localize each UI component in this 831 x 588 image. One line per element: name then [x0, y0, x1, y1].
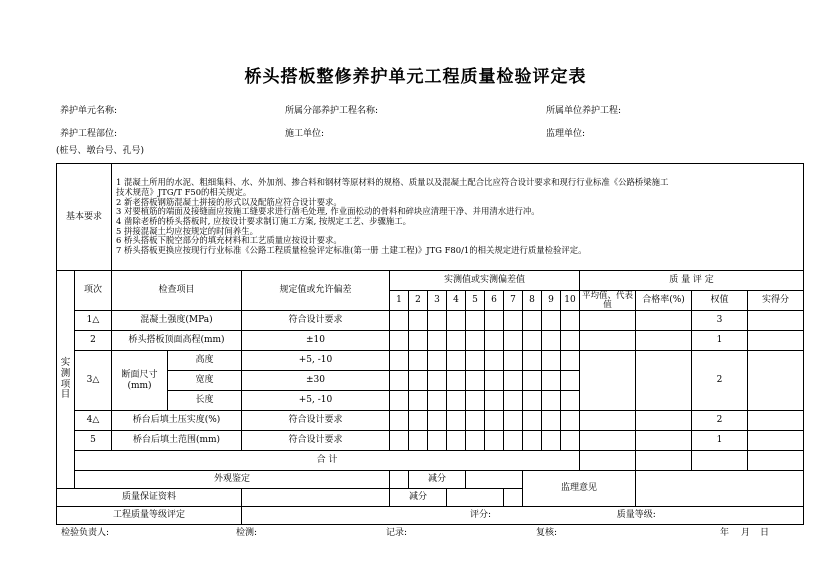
quality-docs-deduct-label: 减分	[390, 489, 447, 507]
col-check-item: 检查项目	[112, 271, 242, 311]
col-pass-rate: 合格率(%)	[636, 291, 692, 311]
row-weight: 1	[692, 331, 748, 351]
total-label: 合 计	[75, 451, 580, 471]
req-line: 5 拼接混凝土均应按规定的时间养生。	[116, 225, 258, 236]
page-title: 桥头搭板整修养护单元工程质量检验评定表	[244, 67, 587, 87]
row-spec: ±30	[242, 371, 390, 391]
req-line: 3 对要植筋的端面及接缝面应按施工缝要求进行凿毛处理, 作业面松动的骨料和碎块应清理干净、并用清水进行冲。	[116, 206, 540, 217]
table-row	[57, 431, 804, 451]
row-sub-item: 宽度	[168, 371, 242, 391]
table-row	[57, 411, 804, 431]
sub-project-label: 所属分部养护工程名称:	[285, 106, 379, 116]
req-line: 2 新老搭板钢筋混凝土拼接的形式以及配筋应符合设计要求。	[116, 196, 342, 207]
row-spec: +5, -10	[242, 391, 390, 411]
row-item: 桥台后填土压实度(%)	[112, 411, 242, 431]
col-quality-group: 质 量 评 定	[580, 271, 804, 291]
row-spec: ±10	[242, 331, 390, 351]
measure-col-6: 6	[485, 291, 504, 311]
quality-docs-value	[242, 489, 390, 507]
measured-items-label: 实 测 项 目	[57, 271, 75, 489]
recorder-label: 记录:	[386, 528, 408, 538]
supervision-opinion-label: 监理意见	[523, 471, 636, 507]
appearance-deduct-label: 减分	[409, 471, 466, 489]
location-label: 养护工程部位:	[60, 129, 118, 139]
quality-docs-deduct-value	[447, 489, 504, 507]
row-spec: 符合设计要求	[242, 431, 390, 451]
table-row	[57, 351, 804, 371]
date-year: 年	[720, 528, 730, 538]
row-weight: 2	[692, 351, 748, 411]
level-label: 质量等级:	[616, 510, 656, 521]
req-line: 技术规范》JTG/T F50的相关规定。	[116, 187, 252, 198]
row-no: 3△	[75, 351, 112, 411]
measure-col-3: 3	[428, 291, 447, 311]
appearance-label: 外观鉴定	[75, 471, 390, 489]
table-row	[57, 331, 804, 351]
col-score: 实得分	[748, 291, 804, 311]
req-line: 6 桥头搭板下脱空部分的填充材料和工艺质量应按设计要求。	[116, 235, 342, 246]
unit-name-label: 养护单元名称:	[60, 106, 118, 116]
req-line: 1 混凝土所用的水泥、粗细集料、水、外加剂、掺合料和钢材等原材料的规格、质量以及混凝土配合比应符合设计要求和现行行业标准《公路桥梁施工	[116, 177, 669, 188]
basic-req-text	[112, 164, 804, 271]
measure-col-10: 10	[561, 291, 580, 311]
row-spec: +5, -10	[242, 351, 390, 371]
row-weight: 2	[692, 411, 748, 431]
col-avg: 平均值、代表值	[580, 291, 636, 311]
req-line: 4 凿除老桥的桥头搭板时, 应按设计要求制订施工方案, 按规定工艺、步骤施工。	[116, 216, 412, 226]
measure-col-7: 7	[504, 291, 523, 311]
basic-req-label: 基本要求	[57, 164, 112, 271]
grade-label: 工程质量等级评定	[57, 507, 242, 525]
row-sub-item: 长度	[168, 391, 242, 411]
col-weight: 权值	[692, 291, 748, 311]
grade-value	[242, 507, 804, 525]
measure-col-9: 9	[542, 291, 561, 311]
appearance-value	[390, 471, 409, 489]
row-no: 2	[75, 331, 112, 351]
row-spec: 符合设计要求	[242, 311, 390, 331]
row-item: 桥头搭板顶面高程(mm)	[112, 331, 242, 351]
measure-col-8: 8	[523, 291, 542, 311]
col-spec: 规定值或允许偏差	[242, 271, 390, 311]
row-spec: 符合设计要求	[242, 411, 390, 431]
row-no: 5	[75, 431, 112, 451]
measure-col-5: 5	[466, 291, 485, 311]
row-no: 1△	[75, 311, 112, 331]
dept-label: 所属单位养护工程:	[546, 106, 622, 116]
appearance-deduct-value	[466, 471, 523, 489]
row-item: 桥台后填土范围(mm)	[112, 431, 242, 451]
row-item: 断面尺寸(mm)	[112, 351, 168, 411]
total-row	[57, 451, 804, 471]
construction-unit-label: 施工单位:	[285, 129, 325, 139]
measure-col-4: 4	[447, 291, 466, 311]
req-line: 7 桥头搭板更换应按现行行业标准《公路工程质量检验评定标准(第一册 土建工程)》JTG F80/1的相关规定进行质量检验评定。	[116, 244, 587, 255]
inspector-label: 检验负责人:	[61, 528, 110, 538]
supervision-opinion-value	[636, 471, 804, 507]
row-no: 4△	[75, 411, 112, 431]
measure-col-1: 1	[390, 291, 409, 311]
inspection-table	[56, 163, 804, 525]
date-day: 日	[760, 528, 770, 538]
row-sub-item: 高度	[168, 351, 242, 371]
date-month: 月	[741, 528, 751, 538]
col-item-no: 项次	[75, 271, 112, 311]
row-weight: 1	[692, 431, 748, 451]
col-measured-group: 实测值或实测偏差值	[390, 271, 580, 291]
score-label: 评分:	[470, 510, 492, 521]
row-weight: 3	[692, 311, 748, 331]
measure-col-2: 2	[409, 291, 428, 311]
table-row	[57, 311, 804, 331]
supervision-unit-label: 监理单位:	[546, 129, 586, 139]
row-item: 混凝土强度(MPa)	[112, 311, 242, 331]
tester-label: 检测:	[236, 528, 258, 538]
quality-docs-label: 质量保证资料	[57, 489, 242, 507]
reviewer-label: 复核:	[536, 528, 558, 538]
stake-note: (桩号、墩台号、孔号)	[56, 146, 145, 156]
